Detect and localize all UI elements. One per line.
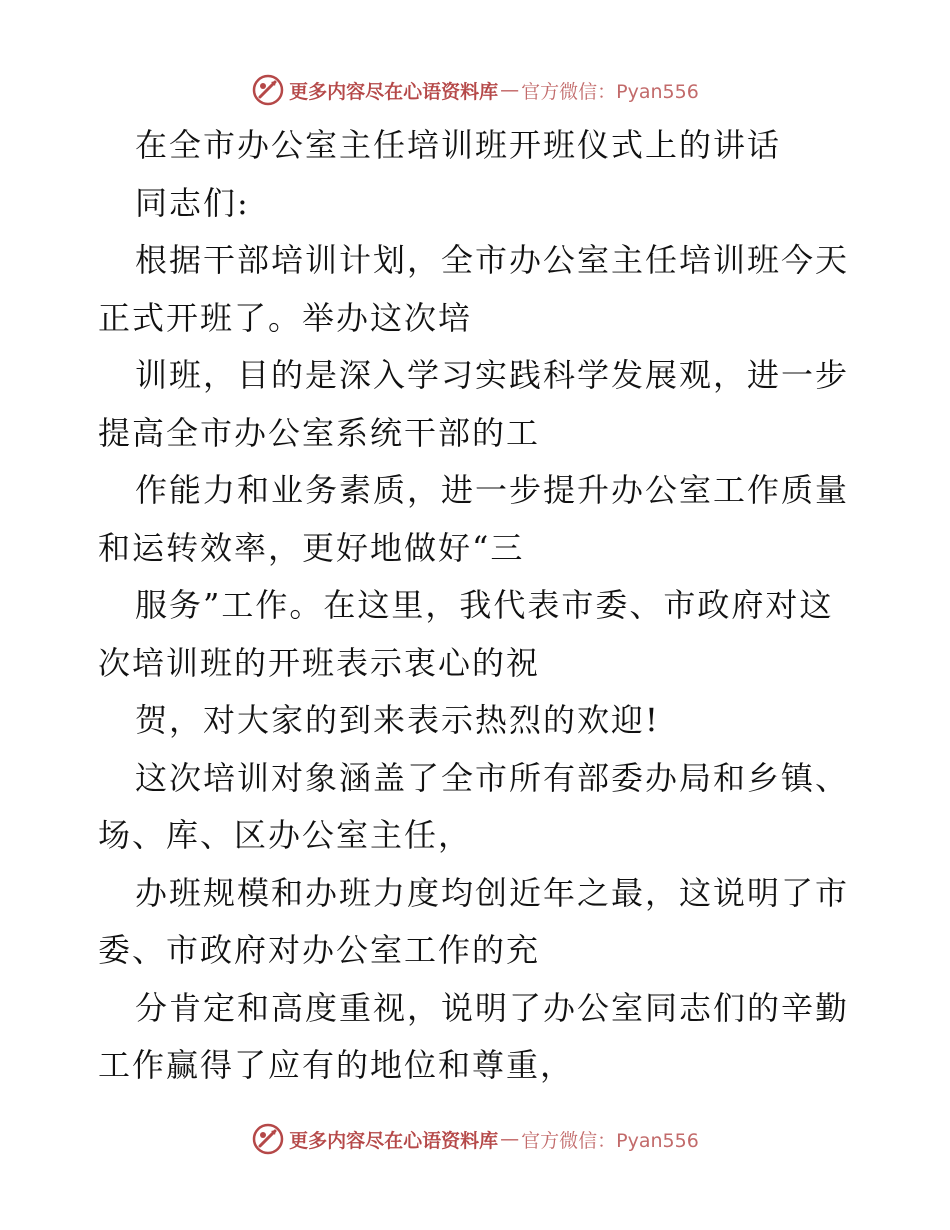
document-line: 训班，目的是深入学习实践科学发展观，进一步: [135, 356, 850, 394]
document-line: 次培训班的开班表示衷心的祝: [98, 643, 541, 682]
document-line: 根据干部培训计划，全市办公室主任培训班今天: [135, 241, 850, 279]
banner-wechat-text: 官方微信：Pyan556: [521, 80, 699, 103]
document-body: [98, 117, 858, 1095]
document-line: 正式开班了。举办这次培: [98, 298, 473, 337]
document-line: 作能力和业务素质，进一步提升办公室工作质量: [135, 471, 850, 509]
document-line: 分肯定和高度重视，说明了办公室同志们的辛勤: [135, 988, 850, 1027]
document-line: 场、库、区办公室主任，: [98, 816, 473, 854]
banner-brand-text: 更多内容尽在心语资料库: [289, 80, 499, 103]
header-banner: [0, 70, 950, 110]
brand-logo-icon: [251, 73, 285, 107]
document-title: 在全市办公室主任培训班开班仪式上的讲话: [135, 126, 782, 164]
banner-brand-text: 更多内容尽在心语资料库: [289, 1129, 499, 1152]
document-line: 委、市政府对办公室工作的充: [98, 931, 541, 969]
document-line: 贺，对大家的到来表示热烈的欢迎!: [135, 701, 660, 739]
document-line: 办班规模和办班力度均创近年之最，这说明了市: [135, 873, 850, 912]
footer-banner: [0, 1119, 950, 1159]
brand-logo-icon: [251, 1122, 285, 1156]
document-line: 服务”工作。在这里，我代表市委、市政府对这: [135, 586, 834, 624]
document-line: 提高全市办公室系统干部的工: [98, 413, 541, 452]
document-line: 这次培训对象涵盖了全市所有部委办局和乡镇、: [135, 758, 850, 797]
banner-separator: —: [500, 1128, 520, 1150]
banner-separator: —: [500, 79, 520, 101]
document-line: 和运转效率，更好地做好“三: [98, 528, 525, 567]
document-line: 工作赢得了应有的地位和尊重，: [98, 1046, 575, 1084]
document-line: 同志们:: [135, 183, 250, 222]
banner-wechat-text: 官方微信：Pyan556: [521, 1129, 699, 1152]
